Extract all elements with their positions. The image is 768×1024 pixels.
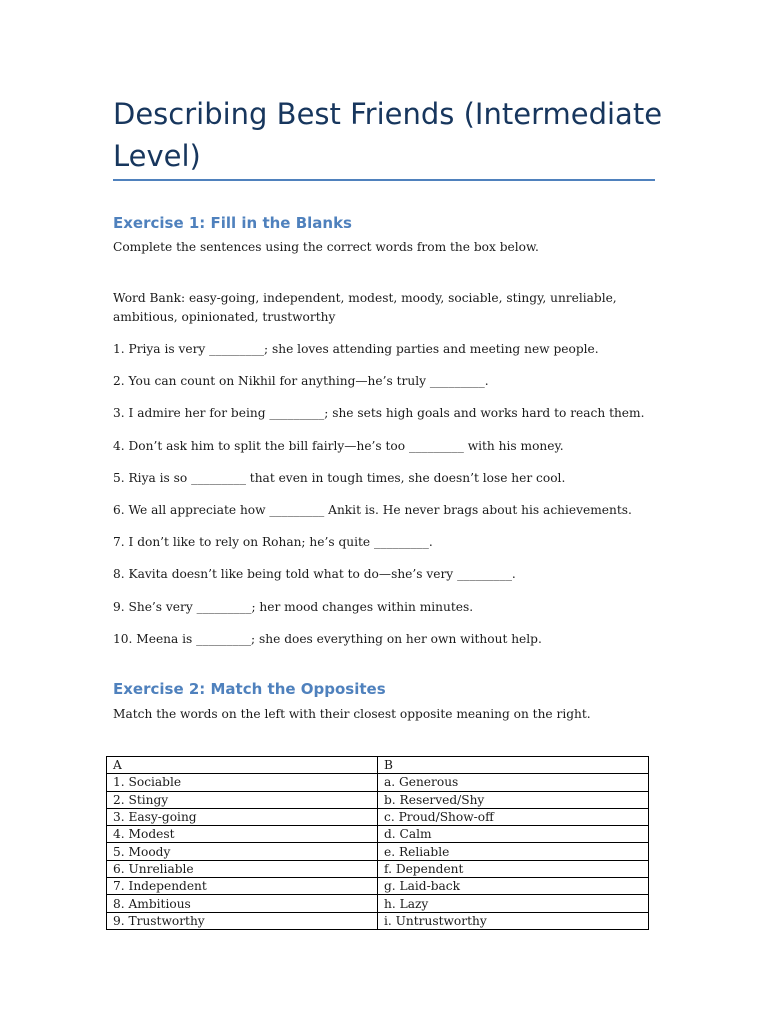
title-underline [113,179,655,181]
exercise1-instruction: Complete the sentences using the correct words from the box below. [113,240,539,254]
column-header-a: A [107,757,378,774]
table-row [107,774,649,791]
table-cell-b: a. Generous [378,774,649,791]
list-item: 6. We all appreciate how _________ Ankit is. He never brags about his achievements. [113,502,632,517]
list-item: 9. She’s very _________; her mood changes within minutes. [113,599,474,614]
table-cell-b: g. Laid-back [378,878,649,895]
table-cell-a: 8. Ambitious [107,895,378,912]
table-row [107,878,649,895]
table-header-row [107,757,649,774]
table-cell-b: d. Calm [378,826,649,843]
table-cell-b: i. Untrustworthy [378,912,649,929]
table-cell-b: f. Dependent [378,860,649,877]
table-cell-a: 1. Sociable [107,774,378,791]
list-item: 7. I don’t like to rely on Rohan; he’s quite _________. [113,535,433,550]
table-row [107,895,649,912]
table-cell-a: 2. Stingy [107,791,378,808]
table-cell-a: 7. Independent [107,878,378,895]
table-cell-b: e. Reliable [378,843,649,860]
table-cell-a: 4. Modest [107,826,378,843]
table-cell-a: 6. Unreliable [107,860,378,877]
list-item: 8. Kavita doesn’t like being told what to do—she’s very _________. [113,567,516,582]
list-item: 3. I admire her for being _________; she sets high goals and works hard to reach them. [113,406,645,421]
exercise2-instruction: Match the words on the left with their closest opposite meaning on the right. [113,707,591,721]
match-table [106,756,649,930]
list-item: 4. Don’t ask him to split the bill fairly—he’s too _________ with his money. [113,438,564,453]
table-cell-a: 5. Moody [107,843,378,860]
table-cell-a: 9. Trustworthy [107,912,378,929]
table-cell-a: 3. Easy-going [107,808,378,825]
list-item: 1. Priya is very _________; she loves attending parties and meeting new people. [113,342,599,356]
list-item: 10. Meena is _________; she does everything on her own without help. [113,631,542,646]
table-cell-b: c. Proud/Show-off [378,808,649,825]
exercise1-heading: Exercise 1: Fill in the Blanks [113,214,352,232]
list-item: 5. Riya is so _________ that even in tough times, she doesn’t lose her cool. [113,470,566,485]
column-header-b: B [378,757,649,774]
table-cell-b: h. Lazy [378,895,649,912]
fill-blank-list [113,340,673,662]
table-row [107,860,649,877]
page-title: Describing Best Friends (Intermediate Level) [113,97,663,173]
table-row [107,791,649,808]
table-row [107,912,649,929]
table-row [107,808,649,825]
word-bank: Word Bank: easy-going, independent, modest, moody, sociable, stingy, unreliable, ambitious, opinionated, trustworthy [113,291,617,324]
list-item: 2. You can count on Nikhil for anything—he’s truly _________. [113,374,489,389]
table-row [107,843,649,860]
exercise2-heading: Exercise 2: Match the Opposites [113,680,386,698]
table-row [107,826,649,843]
table-cell-b: b. Reserved/Shy [378,791,649,808]
